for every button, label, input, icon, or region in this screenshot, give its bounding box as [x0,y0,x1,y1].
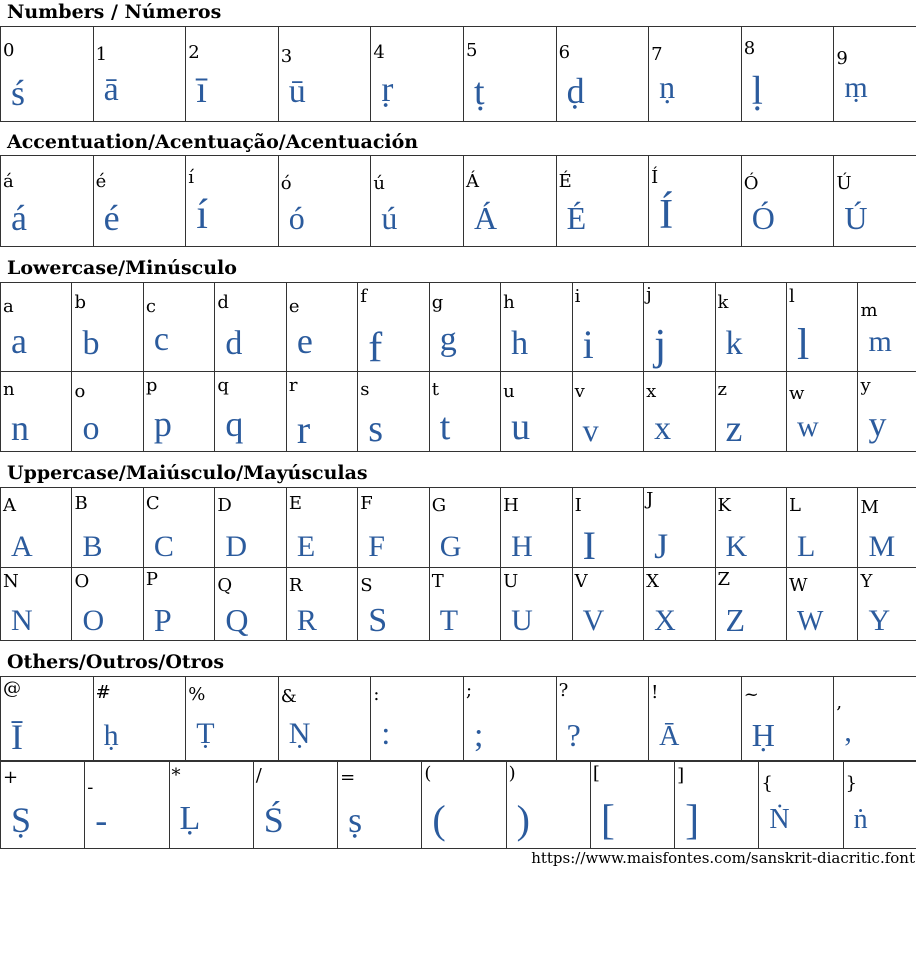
glyph-cell [644,488,715,568]
key-label: É [558,171,572,192]
glyph-cell [741,677,834,761]
glyph-sample: m [868,325,892,358]
glyph-sample: Ṭ [196,717,215,750]
glyph-sample: Ś [263,800,284,840]
glyph-cell [644,568,715,641]
key-label: ? [558,680,569,701]
key-label: v [574,381,585,402]
key-label: y [860,375,871,396]
key-label: Z [717,569,731,590]
glyph-cell [649,156,742,247]
glyph-sample: , [844,715,852,748]
key-label: D [217,495,232,516]
glyph-cell [186,27,279,122]
glyph-sample: o [82,410,100,447]
glyph-sample: ? [566,717,581,753]
section-title-numbers: Numbers / Números [7,1,222,23]
glyph-cell [143,372,214,452]
key-label: ; [465,680,473,701]
glyph-cell [1,677,94,761]
key-label: A [3,495,16,516]
key-label: s [360,379,370,400]
glyph-sample: Ī [11,717,23,757]
key-label: O [74,571,90,592]
glyph-sample: K [725,530,748,563]
key-label: d [217,292,229,313]
glyph-cell [786,372,857,452]
key-label: é [95,171,107,192]
others-row [1,762,916,849]
key-label: m [860,300,878,321]
key-label: - [87,777,94,798]
key-label: e [288,296,300,317]
glyph-cell [278,677,371,761]
glyph-cell [358,488,429,568]
glyph-cell [215,488,286,568]
key-label: [ [592,763,600,784]
key-label: { [761,773,773,794]
glyph-cell [556,677,649,761]
glyph-sample: e [296,321,313,361]
glyph-sample: Ḥ [751,717,775,753]
glyph-cell [649,27,742,122]
glyph-cell [371,27,464,122]
glyph-cell [72,372,143,452]
glyph-sample: Á [473,200,498,236]
glyph-cell [286,488,357,568]
glyph-sample: ṅ [853,804,868,835]
accentuation-row [1,156,916,247]
glyph-sample: y [868,404,887,444]
key-label: + [3,767,19,788]
lowercase-row [1,372,916,452]
key-label: L [788,495,801,516]
key-label: 2 [188,42,200,63]
glyph-cell [429,568,500,641]
glyph-cell [590,762,674,849]
glyph-cell [834,156,916,247]
glyph-cell [93,677,186,761]
glyph-sample: Ā [659,721,680,752]
glyph-cell [278,156,371,247]
glyph-cell [143,568,214,641]
glyph-cell [338,762,422,849]
glyph-cell [186,156,279,247]
glyph-sample: M [868,530,896,563]
key-label: b [74,292,86,313]
glyph-sample: w [796,410,819,443]
glyph-sample: u [511,406,531,448]
glyph-sample: v [582,412,599,448]
glyph-sample: H [511,530,533,563]
glyph-cell [1,372,72,452]
glyph-cell [572,488,643,568]
section-title-others: Others/Outros/Otros [7,651,225,673]
glyph-sample: a [11,321,27,361]
uppercase-row [1,488,916,568]
glyph-cell [786,283,857,372]
glyph-sample: F [368,530,385,563]
key-label: o [74,381,86,402]
others-table-2 [0,761,916,849]
glyph-cell [1,488,72,568]
key-label: l [788,286,795,307]
glyph-cell [786,568,857,641]
key-label: H [503,495,519,516]
glyph-cell [501,568,572,641]
glyph-sample: í [196,192,208,238]
key-label: , [836,692,843,713]
key-label: @ [3,678,21,699]
section-title-accentuation: Accentuation/Acentuação/Acentuación [7,131,419,153]
glyph-sample: i [582,322,594,367]
glyph-sample: ṛ [381,69,394,109]
glyph-cell [358,568,429,641]
numbers-table [0,26,916,122]
key-label: = [340,767,356,788]
key-label: w [788,383,805,404]
glyph-sample: d [225,325,243,362]
glyph-cell [463,27,556,122]
lowercase-row [1,283,916,372]
key-label: Y [860,571,873,592]
glyph-sample: z [725,408,743,450]
glyph-cell [286,568,357,641]
glyph-sample: t [439,406,451,448]
glyph-sample: O [82,604,105,637]
glyph-sample: n [11,408,29,448]
key-label: u [503,381,515,402]
glyph-cell [93,27,186,122]
key-label: # [95,682,111,703]
glyph-sample: B [82,530,103,563]
key-label: ~ [743,684,759,705]
key-label: U [503,571,519,592]
glyph-cell [85,762,169,849]
glyph-sample: T [439,604,459,637]
glyph-sample: Ḷ [179,800,201,837]
glyph-sample: c [153,321,169,358]
key-label: Q [217,575,233,596]
glyph-sample: h [511,325,529,362]
glyph-sample: g [439,321,457,358]
glyph-cell [286,372,357,452]
glyph-cell [169,762,253,849]
glyph-sample: [ [600,798,615,844]
key-label: R [288,575,303,596]
glyph-cell [72,283,143,372]
glyph-cell [715,568,786,641]
glyph-sample: b [82,325,100,362]
glyph-cell [278,27,371,122]
glyph-cell [649,677,742,761]
glyph-sample: ṣ [348,800,363,840]
glyph-cell [429,488,500,568]
glyph-sample: Í [659,192,674,238]
key-label: z [717,379,728,400]
glyph-cell [572,568,643,641]
key-label: 6 [558,42,571,63]
key-label: X [646,571,659,592]
glyph-sample: f [368,325,383,371]
glyph-cell [858,488,916,568]
accentuation-table [0,155,916,247]
glyph-sample: Q [225,602,249,638]
key-label: i [574,286,581,307]
glyph-sample: k [725,325,743,362]
glyph-cell [253,762,337,849]
key-label: 1 [95,44,108,65]
key-label: : [373,684,380,705]
glyph-sample: C [153,530,174,563]
key-label: 3 [280,46,293,67]
glyph-sample: ā [103,71,119,108]
glyph-sample: x [654,410,672,447]
glyph-sample: ) [516,797,530,842]
key-label: S [360,575,373,596]
glyph-sample: E [296,530,316,563]
key-label: p [145,375,158,396]
glyph-sample: X [654,604,676,637]
key-label: G [431,495,447,516]
glyph-cell [858,568,916,641]
glyph-cell [215,568,286,641]
glyph-cell [675,762,759,849]
glyph-cell [1,27,94,122]
key-label: t [431,379,439,400]
glyph-sample: : [381,715,391,751]
key-label: á [3,171,14,192]
glyph-cell [759,762,843,849]
glyph-cell [371,156,464,247]
key-label: 0 [3,40,15,61]
key-label: k [717,292,729,313]
glyph-cell [786,488,857,568]
glyph-sample: É [566,200,587,236]
lowercase-table [0,282,916,452]
glyph-sample: ś [11,73,26,113]
others-table-1 [0,676,916,761]
key-label: ) [508,763,516,784]
glyph-cell [463,156,556,247]
glyph-cell [858,283,916,372]
key-label: T [431,571,444,592]
glyph-cell [429,372,500,452]
key-label: Í [651,167,659,188]
glyph-sample: ḷ [751,68,763,113]
key-label: h [503,292,515,313]
glyph-sample: j [654,320,667,369]
glyph-sample: ; [473,717,484,754]
section-title-uppercase: Uppercase/Maiúsculo/Mayúsculas [7,462,368,484]
glyph-cell [572,283,643,372]
source-url[interactable]: https://www.maisfontes.com/sanskrit-diacritic.font [531,849,915,867]
glyph-cell [715,283,786,372]
key-label: 4 [373,42,385,63]
key-label: a [3,296,14,317]
glyph-sample: ī [196,69,207,111]
key-label: 9 [836,48,848,69]
key-label: 7 [651,44,663,65]
others-row [1,677,916,761]
glyph-sample: é [103,198,120,238]
glyph-cell [834,27,916,122]
glyph-cell [1,283,72,372]
key-label: ! [651,682,659,703]
key-label: E [288,493,302,514]
key-label: q [217,375,229,396]
glyph-cell [358,372,429,452]
glyph-cell [72,568,143,641]
glyph-cell [422,762,506,849]
glyph-cell [371,677,464,761]
key-label: j [646,284,652,305]
uppercase-row [1,568,916,641]
glyph-sample: Y [868,604,891,637]
key-label: ( [424,763,432,784]
glyph-sample: ū [288,73,306,110]
glyph-sample: Z [725,602,746,638]
key-label: c [145,296,156,317]
uppercase-table [0,487,916,641]
glyph-sample: p [153,404,172,444]
glyph-cell [506,762,590,849]
glyph-cell [741,156,834,247]
glyph-sample: q [225,404,244,444]
glyph-cell [834,677,916,761]
glyph-cell [1,568,72,641]
key-label: V [574,571,588,592]
glyph-cell [72,488,143,568]
glyph-cell [358,283,429,372]
section-title-lowercase: Lowercase/Minúsculo [7,257,237,279]
glyph-sample: r [296,407,311,452]
glyph-cell [572,372,643,452]
glyph-sample: ( [432,797,446,842]
glyph-sample: s [368,408,384,450]
key-label: 5 [465,40,478,61]
key-label: F [360,493,373,514]
key-label: ] [677,765,685,786]
key-label: P [145,569,159,590]
glyph-sample: N [11,604,33,637]
key-label: W [788,575,808,596]
key-label: / [255,765,262,786]
glyph-sample: ṭ [473,71,485,113]
glyph-cell [843,762,916,849]
glyph-sample: S [368,602,388,639]
glyph-sample: U [511,604,533,637]
glyph-sample: A [11,530,33,563]
key-label: * [171,765,181,786]
glyph-sample: ú [381,200,398,236]
key-label: J [646,489,654,510]
key-label: í [188,167,194,188]
key-label: K [717,495,731,516]
key-label: 8 [743,38,756,59]
glyph-sample: ḥ [103,719,119,752]
glyph-sample: á [11,198,27,238]
glyph-sample: P [153,602,172,638]
numbers-row [1,27,916,122]
glyph-cell [556,27,649,122]
glyph-cell [501,283,572,372]
glyph-sample: ḍ [566,71,585,111]
key-label: Á [465,171,479,192]
key-label: f [360,286,367,307]
key-label: & [280,686,297,707]
glyph-sample: G [439,530,462,563]
glyph-sample: Ṅ [769,804,790,835]
glyph-cell [143,283,214,372]
key-label: Ú [836,173,852,194]
glyph-cell [429,283,500,372]
glyph-cell [1,762,85,849]
glyph-sample: L [796,530,816,563]
glyph-cell [501,372,572,452]
glyph-sample: - [95,800,108,840]
glyph-cell [463,677,556,761]
key-label: x [646,381,657,402]
glyph-sample: Ṇ [288,717,311,750]
key-label: n [3,379,15,400]
glyph-sample: Ú [844,200,868,236]
key-label: ó [280,173,292,194]
glyph-sample: I [582,523,596,568]
glyph-sample: ó [288,200,305,236]
glyph-cell [286,283,357,372]
glyph-cell [741,27,834,122]
glyph-sample: R [296,604,317,637]
key-label: % [188,684,206,705]
key-label: B [74,493,88,514]
glyph-sample: D [225,530,248,563]
glyph-cell [143,488,214,568]
key-label: Ó [743,173,759,194]
glyph-cell [215,372,286,452]
glyph-sample: ṇ [659,69,676,105]
glyph-sample: ] [685,798,700,844]
glyph-cell [93,156,186,247]
glyph-sample: V [582,604,605,637]
glyph-cell [858,372,916,452]
key-label: M [860,497,879,518]
glyph-cell [644,372,715,452]
glyph-cell [644,283,715,372]
key-label: } [845,773,858,794]
glyph-sample: ṃ [844,71,868,104]
glyph-sample: Ṣ [11,800,32,840]
glyph-cell [186,677,279,761]
glyph-sample: Ó [751,200,775,236]
key-label: r [288,375,298,396]
glyph-cell [501,488,572,568]
glyph-cell [715,372,786,452]
glyph-cell [1,156,94,247]
glyph-sample: l [796,320,810,369]
glyph-cell [556,156,649,247]
key-label: C [145,493,160,514]
glyph-sample: W [796,606,824,637]
key-label: N [3,571,19,592]
glyph-sample: J [654,526,669,566]
glyph-cell [715,488,786,568]
key-label: g [431,292,444,313]
key-label: I [574,495,582,516]
glyph-cell [215,283,286,372]
key-label: ú [373,173,385,194]
